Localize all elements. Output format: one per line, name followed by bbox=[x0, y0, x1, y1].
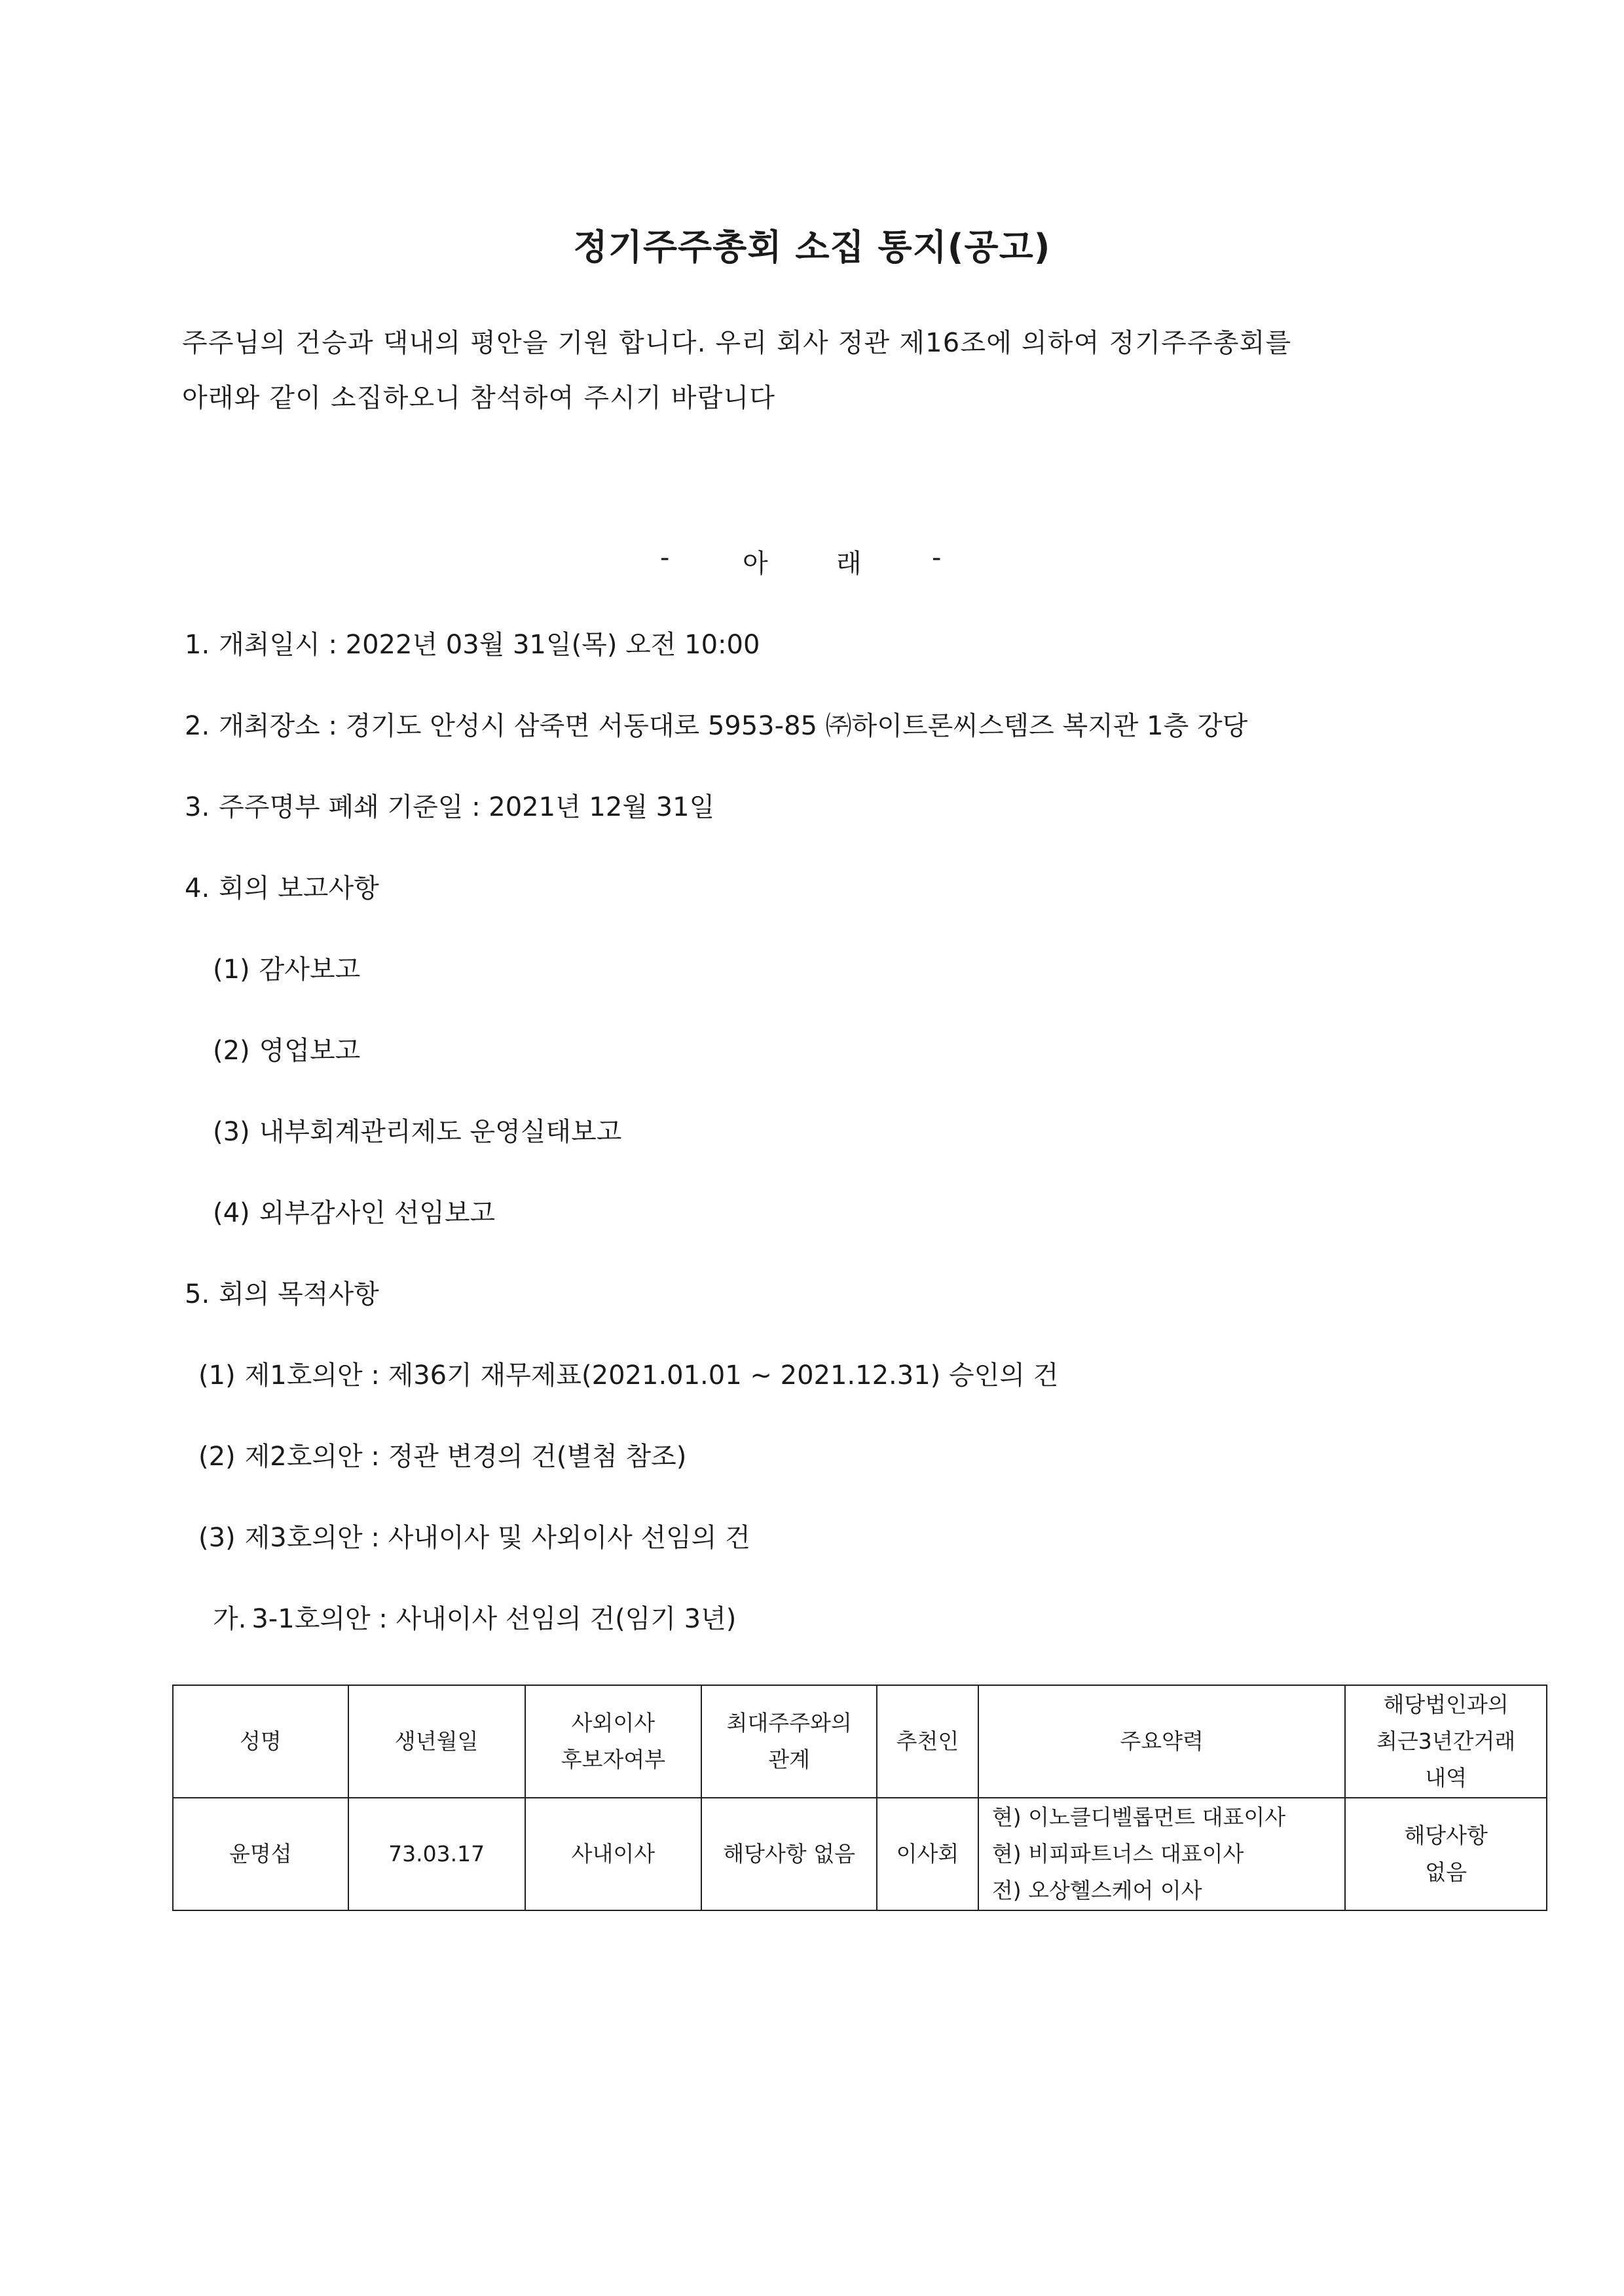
header-transactions: 해당법인과의 최근3년간거래 내역 bbox=[1345, 1685, 1547, 1798]
header-name: 성명 bbox=[173, 1685, 348, 1798]
page-title: 정기주주총회 소집 통지(공고) bbox=[573, 227, 1051, 268]
agenda-item-1: (1) 제1호의안 : 제36기 재무제표(2021.01.01 ~ 2021.12.31) 승인의 건 bbox=[198, 1360, 1059, 1391]
cell-transactions: 해당사항 없음 bbox=[1345, 1798, 1547, 1910]
item-1-date: 1. 개최일시 : 2022년 03월 31일(목) 오전 10:00 bbox=[185, 630, 760, 660]
report-item-1: (1) 감사보고 bbox=[213, 955, 361, 985]
item-2-venue: 2. 개최장소 : 경기도 안성시 삼죽면 서동대로 5953-85 ㈜하이트론씨스템즈 복지관 1층 강당 bbox=[185, 711, 1248, 741]
header-career: 주요약력 bbox=[978, 1685, 1345, 1798]
cell-outside-director: 사내이사 bbox=[525, 1798, 702, 1910]
header-recommender: 추천인 bbox=[877, 1685, 978, 1798]
heading-char-1: 아 bbox=[743, 549, 768, 579]
agenda-item-3-1: 가. 3-1호의안 : 사내이사 선임의 건(임기 3년) bbox=[213, 1604, 737, 1634]
heading-dash-right: - bbox=[932, 543, 942, 573]
intro-line-2: 아래와 같이 소집하오니 참석하여 주시기 바랍니다 bbox=[182, 383, 776, 413]
heading-char-2: 래 bbox=[836, 549, 862, 579]
cell-career: 현) 이노클디벨롭먼트 대표이사 현) 비피파트너스 대표이사 전) 오상헬스케어 이사 bbox=[978, 1798, 1345, 1910]
item-4-report-matters: 4. 회의 보고사항 bbox=[185, 873, 379, 903]
item-5-agenda: 5. 회의 목적사항 bbox=[185, 1279, 379, 1309]
cell-name: 윤명섭 bbox=[173, 1798, 348, 1910]
report-item-4: (4) 외부감사인 선임보고 bbox=[213, 1198, 496, 1228]
section-heading-below bbox=[0, 543, 1624, 582]
cell-birthdate: 73.03.17 bbox=[348, 1798, 525, 1910]
report-item-2: (2) 영업보고 bbox=[213, 1036, 361, 1066]
heading-dash-left: - bbox=[660, 543, 670, 573]
item-3-record-date: 3. 주주명부 폐쇄 기준일 : 2021년 12월 31일 bbox=[185, 792, 715, 822]
table-row bbox=[173, 1798, 1547, 1910]
cell-recommender: 이사회 bbox=[877, 1798, 978, 1910]
cell-relation: 해당사항 없음 bbox=[701, 1798, 877, 1910]
table-header-row bbox=[173, 1685, 1547, 1798]
agenda-item-2: (2) 제2호의안 : 정관 변경의 건(별첨 참조) bbox=[198, 1442, 687, 1472]
header-outside-director: 사외이사 후보자여부 bbox=[525, 1685, 702, 1798]
report-item-3: (3) 내부회계관리제도 운영실태보고 bbox=[213, 1117, 622, 1147]
agenda-item-3: (3) 제3호의안 : 사내이사 및 사외이사 선임의 건 bbox=[198, 1523, 750, 1553]
intro-line-1: 주주님의 건승과 댁내의 평안을 기원 합니다. 우리 회사 정관 제16조에 의하여 정기주주총회를 bbox=[182, 328, 1292, 358]
header-relation: 최대주주와의 관계 bbox=[701, 1685, 877, 1798]
header-birthdate: 생년월일 bbox=[348, 1685, 525, 1798]
candidate-table bbox=[172, 1685, 1547, 1911]
